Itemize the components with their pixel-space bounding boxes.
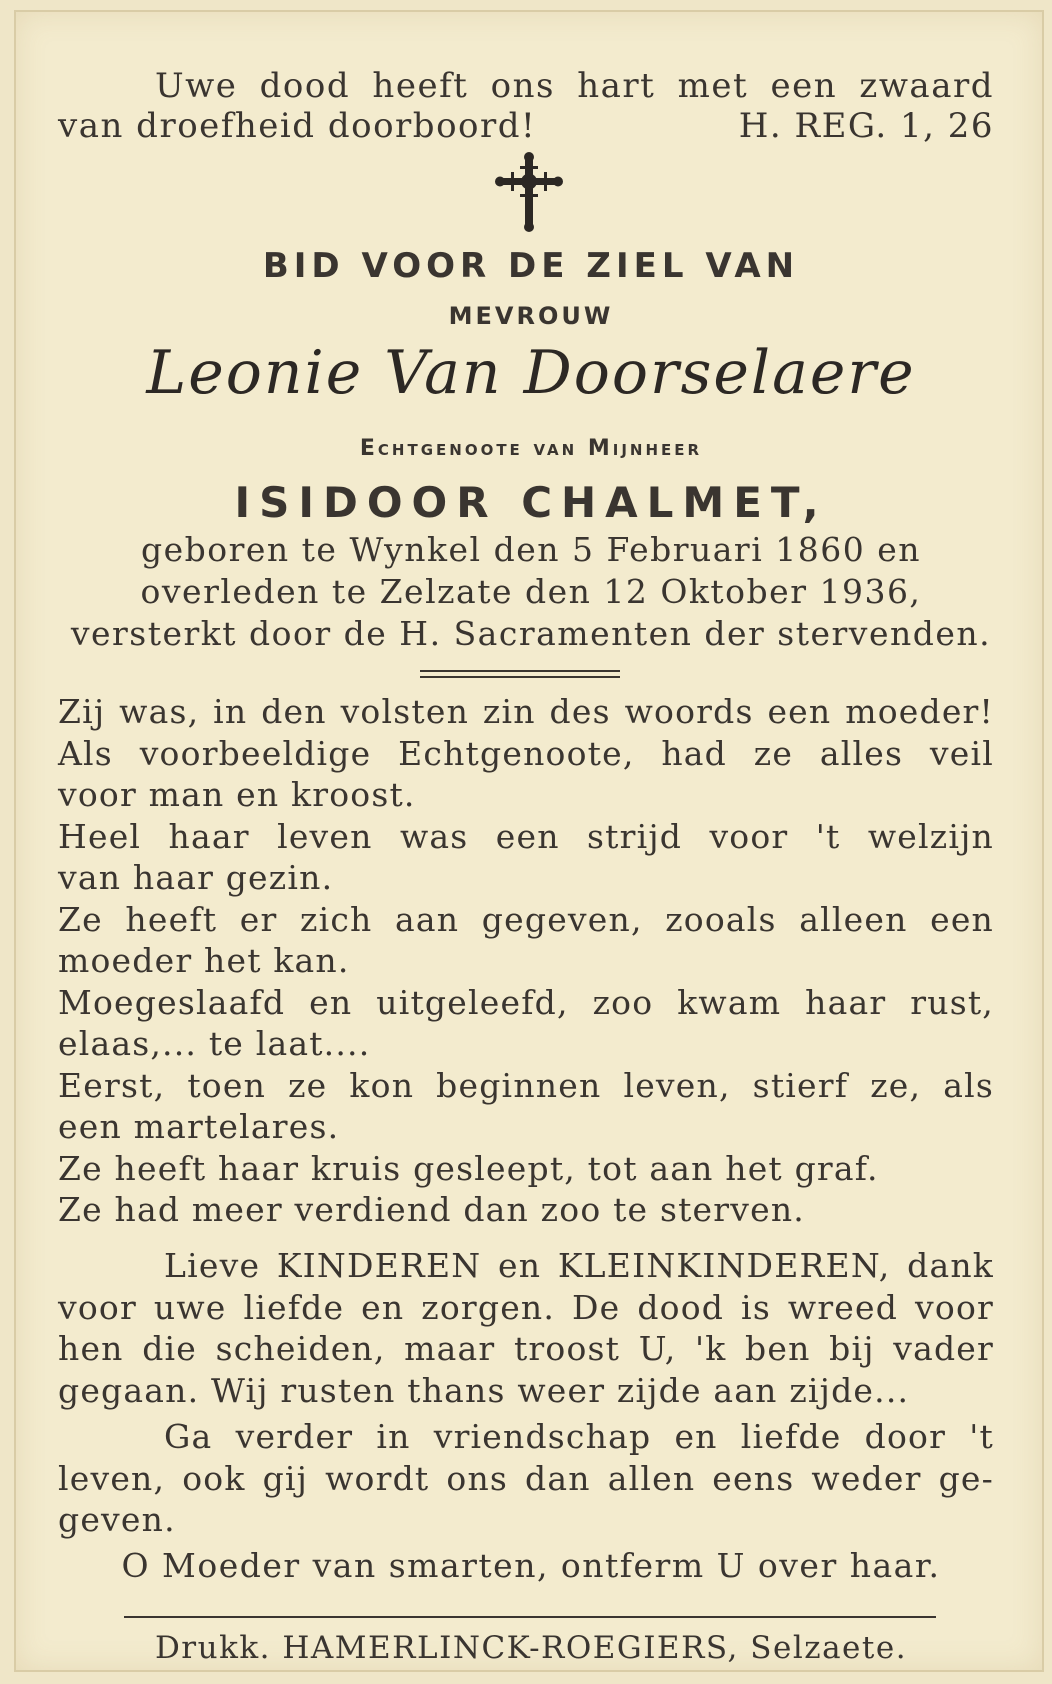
divider — [420, 670, 620, 672]
deceased-name: Leonie Van Doorselaere — [146, 338, 916, 408]
biography-line: geboren te Wynkel den 5 Februari 1860 en — [140, 530, 922, 569]
text-line: van haar gezin. — [58, 858, 334, 897]
text-line: Eerst, toen ze kon beginnen leven, stierf ze, als — [58, 1065, 994, 1105]
text-line: moeder het kan. — [58, 941, 350, 980]
text-line: Lieve KINDEREN en KLEINKINDEREN, dank — [164, 1246, 994, 1285]
text-line: Zij was, in den volsten zin des woords een moeder! — [58, 692, 994, 731]
text-line: elaas,... te laat.... — [58, 1024, 371, 1063]
heading: BID VOOR DE ZIEL VAN — [262, 246, 800, 286]
closing-prayer: O Moeder van smarten, ontferm U over haar. — [121, 1546, 941, 1585]
printer-imprint: Drukk. HAMERLINCK-ROEGIERS, Selzaete. — [154, 1630, 908, 1666]
children-paragraph — [58, 1245, 994, 1411]
text-line: Heel haar leven was een strijd voor 't welzijn — [58, 816, 994, 856]
epigraph-reference: H. REG. 1, 26 — [738, 106, 994, 146]
spouse-name: ISIDOOR CHALMET, — [234, 478, 828, 527]
text-line: Ze heeft er zich aan gegeven, zooals alleen een — [58, 899, 994, 939]
biography-line: overleden te Zelzate den 12 Oktober 1936, — [140, 572, 922, 611]
epigraph-text: van droefheid doorboord! — [58, 106, 537, 146]
memorial-card — [14, 10, 1044, 1672]
biography-line: versterkt door de H. Sacramenten der stervenden. — [70, 614, 992, 653]
text-line: Ze heeft haar kruis gesleept, tot aan het graf. — [58, 1148, 879, 1188]
farewell-paragraph — [58, 1416, 994, 1541]
epigraph-line-1: Uwe dood heeft ons hart met een zwaard — [154, 66, 994, 106]
epigraph-line-2 — [58, 106, 994, 146]
main-text — [58, 691, 994, 1231]
text-line: geven. — [58, 1500, 176, 1539]
divider — [124, 1616, 936, 1618]
text-line: hen die scheiden, maar troost U, 'k ben bij vader — [58, 1329, 994, 1368]
spouse-intro: Echtgenoote van Mijnheer — [359, 436, 703, 461]
cross-icon — [494, 152, 564, 232]
divider — [420, 676, 620, 678]
text-line: voor uwe liefde en zorgen. De dood is wreed voor — [58, 1287, 994, 1327]
text-line: Ze had meer verdiend dan zoo te sterven. — [58, 1190, 805, 1229]
text-line: Ga verder in vriendschap en liefde door 't — [164, 1417, 994, 1456]
text-line: leven, ook gij wordt ons dan allen eens weder ge- — [58, 1458, 994, 1498]
text-line: een martelares. — [58, 1107, 340, 1146]
text-line: Moegeslaafd en uitgeleefd, zoo kwam haar rust, — [58, 982, 994, 1022]
text-line: gegaan. Wij rusten thans weer zijde aan zijde... — [58, 1370, 910, 1410]
title: MEVROUW — [448, 302, 614, 330]
text-line: voor man en kroost. — [58, 775, 416, 814]
text-line: Als voorbeeldige Echtgenoote, had ze alles veil — [58, 733, 994, 773]
